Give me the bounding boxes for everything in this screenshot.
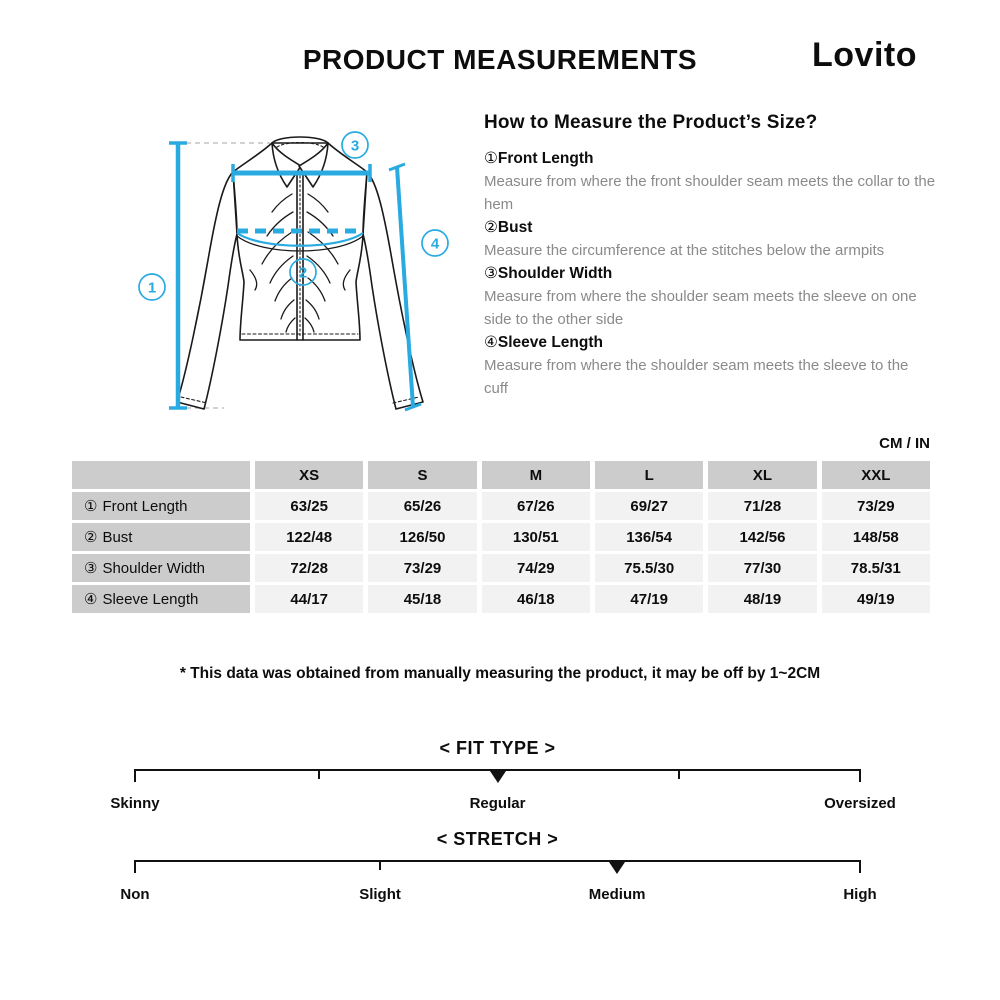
item-description: Measure from where the shoulder seam meets the sleeve to the cuff bbox=[484, 357, 909, 397]
table-cell: 49/19 bbox=[822, 585, 930, 613]
stretch-scale bbox=[120, 829, 877, 904]
table-cell: 45/18 bbox=[368, 585, 476, 613]
table-cell: 65/26 bbox=[368, 492, 476, 520]
size-column-header: XXL bbox=[822, 461, 930, 489]
table-cell: 46/18 bbox=[482, 585, 590, 613]
item-title: Shoulder Width bbox=[497, 265, 613, 282]
table-cell: 130/51 bbox=[482, 523, 590, 551]
table-cell: 44/17 bbox=[255, 585, 363, 613]
stretch-marker bbox=[609, 862, 625, 874]
stretch-option-slight: Slight bbox=[359, 886, 401, 903]
item-title: Front Length bbox=[497, 150, 594, 167]
table-cell: 73/29 bbox=[822, 492, 930, 520]
stretch-option-medium: Medium bbox=[588, 886, 646, 903]
measure-item-front-length bbox=[484, 147, 936, 170]
size-column-header: XS bbox=[255, 461, 363, 489]
disclaimer-note: * This data was obtained from manually measuring the product, it may be off by 1~2CM bbox=[179, 665, 821, 682]
fit-type-option-oversized: Oversized bbox=[824, 795, 896, 812]
row-header-shoulder-width: ③ Shoulder Width bbox=[72, 554, 250, 582]
annotation-3-number: 3 bbox=[350, 137, 360, 155]
table-cell: 47/19 bbox=[595, 585, 703, 613]
item-number: ③ bbox=[484, 265, 498, 282]
stretch-option-high: High bbox=[843, 886, 877, 903]
axis-tick bbox=[678, 769, 680, 779]
page-title: PRODUCT MEASUREMENTS bbox=[302, 44, 698, 75]
annotation-4-number: 4 bbox=[430, 235, 440, 253]
row-header-front-length: ① Front Length bbox=[72, 492, 250, 520]
size-column-header: XL bbox=[708, 461, 816, 489]
table-cell: 148/58 bbox=[822, 523, 930, 551]
table-cell: 126/50 bbox=[368, 523, 476, 551]
fit-type-marker bbox=[490, 771, 506, 783]
garment-illustration bbox=[120, 110, 470, 440]
measure-item-shoulder-width bbox=[484, 262, 936, 285]
table-cell: 67/26 bbox=[482, 492, 590, 520]
annotation-1-number: 1 bbox=[147, 279, 157, 297]
table-cell: 71/28 bbox=[708, 492, 816, 520]
how-to-heading: How to Measure the Product’s Size? bbox=[484, 112, 818, 133]
table-cell: 73/29 bbox=[368, 554, 476, 582]
fit-type-option-regular: Regular bbox=[469, 795, 526, 812]
fit-type-scale bbox=[110, 738, 896, 813]
table-cell: 72/28 bbox=[255, 554, 363, 582]
how-to-measure-section bbox=[484, 112, 936, 400]
units-label: CM / IN bbox=[879, 435, 930, 452]
item-number: ④ bbox=[484, 334, 498, 351]
fit-type-option-skinny: Skinny bbox=[110, 795, 160, 812]
fit-type-axis bbox=[135, 769, 860, 783]
annotation-2-number: 2 bbox=[298, 264, 308, 282]
garment-diagram bbox=[120, 110, 470, 440]
size-column-header: M bbox=[482, 461, 590, 489]
table-cell: 122/48 bbox=[255, 523, 363, 551]
axis-tick bbox=[318, 769, 320, 779]
stretch-title: < STRETCH > bbox=[436, 829, 559, 849]
stretch-option-non: Non bbox=[120, 886, 150, 903]
axis-tick bbox=[859, 769, 861, 782]
measurements-table bbox=[72, 461, 930, 613]
item-description: Measure the circumference at the stitches below the armpits bbox=[484, 242, 885, 259]
size-column-header: L bbox=[595, 461, 703, 489]
item-number: ① bbox=[484, 150, 498, 167]
table-cell: 63/25 bbox=[255, 492, 363, 520]
item-description: Measure from where the front shoulder seam meets the collar to the hem bbox=[484, 173, 936, 213]
item-title: Bust bbox=[497, 219, 533, 236]
table-cell: 78.5/31 bbox=[822, 554, 930, 582]
table-cell: 69/27 bbox=[595, 492, 703, 520]
measure-item-sleeve-length bbox=[484, 331, 936, 354]
item-description: Measure from where the shoulder seam meets the sleeve on one side to the other side bbox=[484, 288, 917, 328]
axis-tick bbox=[134, 769, 136, 782]
axis-line bbox=[135, 860, 860, 862]
table-cell: 74/29 bbox=[482, 554, 590, 582]
axis-tick bbox=[134, 860, 136, 873]
brand-logo: Lovito bbox=[812, 36, 917, 74]
table-cell: 77/30 bbox=[708, 554, 816, 582]
item-number: ② bbox=[484, 219, 498, 236]
size-column-header: S bbox=[368, 461, 476, 489]
table-corner-cell bbox=[72, 461, 250, 489]
table-cell: 48/19 bbox=[708, 585, 816, 613]
table-cell: 75.5/30 bbox=[595, 554, 703, 582]
table-cell: 136/54 bbox=[595, 523, 703, 551]
row-header-bust: ② Bust bbox=[72, 523, 250, 551]
item-title: Sleeve Length bbox=[497, 334, 603, 351]
fit-type-title: < FIT TYPE > bbox=[439, 738, 556, 758]
stretch-axis bbox=[135, 860, 860, 874]
axis-tick bbox=[379, 860, 381, 870]
table-cell: 142/56 bbox=[708, 523, 816, 551]
axis-tick bbox=[859, 860, 861, 873]
row-header-sleeve-length: ④ Sleeve Length bbox=[72, 585, 250, 613]
measure-item-bust bbox=[484, 216, 936, 239]
